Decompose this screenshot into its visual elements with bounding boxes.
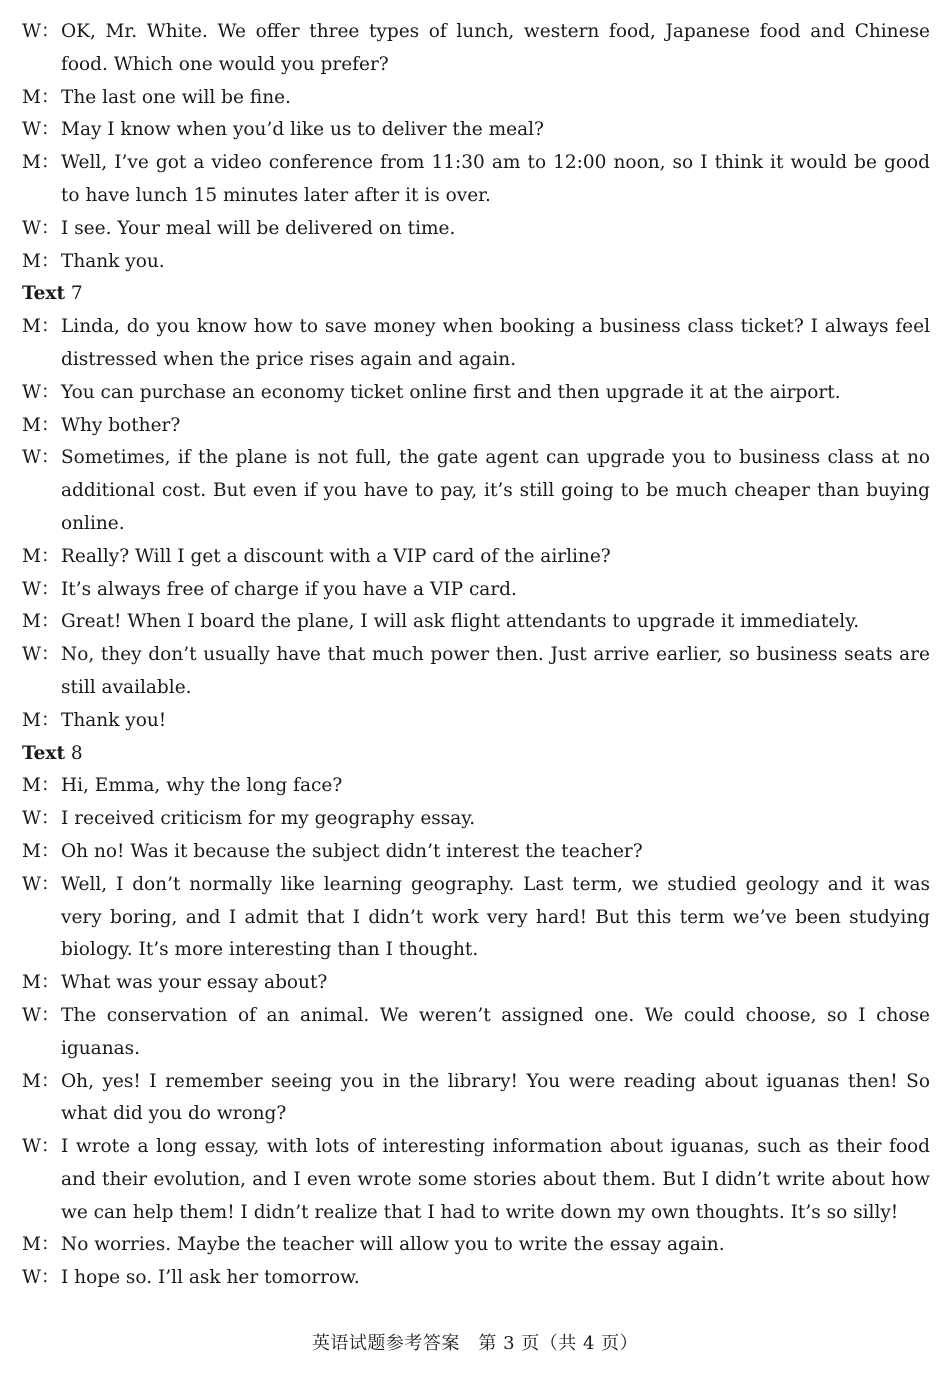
- dialogue-text: Why bother?: [61, 414, 181, 436]
- dialogue-text: OK, Mr. White. We offer three types of lunch, western food, Japanese food and Chinese food. Which one would you prefer?: [61, 21, 930, 75]
- dialogue-text: I received criticism for my geography essay.: [61, 808, 476, 830]
- dialogue-line: [22, 541, 930, 574]
- speaker-label: W：: [22, 873, 60, 895]
- dialogue-line: [22, 1262, 930, 1295]
- dialogue-text: No, they don’t usually have that much power then. Just arrive earlier, so business seats are still available.: [61, 644, 930, 698]
- speaker-label: M：: [22, 545, 60, 567]
- speaker-label: M：: [22, 972, 60, 994]
- dialogue-text: Well, I’ve got a video conference from 11:30 am to 12:00 noon, so I think it would be good to have lunch 15 minutes later after it is over.: [61, 152, 930, 206]
- speaker-label: M：: [22, 840, 60, 862]
- speaker-label: W：: [22, 21, 60, 42]
- speaker-label: M：: [22, 1070, 60, 1092]
- section-heading: [22, 278, 930, 311]
- section-heading-word: Text: [22, 283, 65, 305]
- dialogue-line: [22, 311, 930, 377]
- dialogue-line: [22, 410, 930, 443]
- speaker-label: W：: [22, 119, 60, 141]
- dialogue-text: Thank you!: [61, 709, 167, 731]
- dialogue-text: Oh no! Was it because the subject didn’t interest the teacher?: [61, 840, 643, 862]
- dialogue-line: [22, 246, 930, 279]
- dialogue-line: [22, 639, 930, 705]
- dialogue-line: [22, 869, 930, 967]
- section-heading-word: Text: [22, 742, 65, 764]
- speaker-label: M：: [22, 152, 60, 174]
- speaker-label: M：: [22, 1234, 60, 1256]
- speaker-label: W：: [22, 447, 60, 469]
- dialogue-text: Hi, Emma, why the long face?: [61, 775, 343, 797]
- dialogue-text: The last one will be fine.: [61, 86, 291, 108]
- speaker-label: M：: [22, 414, 60, 436]
- dialogue-text: Thank you.: [61, 250, 165, 272]
- speaker-label: M：: [22, 316, 60, 338]
- dialogue-text: Sometimes, if the plane is not full, the gate agent can upgrade you to business class at no additional cost. But even if you have to pay, it’s still going to be much cheaper than buying online.: [61, 447, 930, 534]
- dialogue-text: It’s always free of charge if you have a VIP card.: [61, 578, 517, 600]
- dialogue-line: [22, 705, 930, 738]
- speaker-label: M：: [22, 709, 60, 731]
- dialogue-line: [22, 377, 930, 410]
- dialogue-line: [22, 442, 930, 540]
- dialogue-text: Linda, do you know how to save money when booking a business class ticket? I always feel distressed when the price rises again and again.: [61, 316, 930, 370]
- dialogue-text: The conservation of an animal. We weren’t assigned one. We could choose, so I chose iguanas.: [61, 1004, 930, 1059]
- dialogue-text: Well, I don’t normally like learning geography. Last term, we studied geology and it was very boring, and I admit that I didn’t work very hard! But this term we’ve been studying biology. It’s more interesting than I thought.: [61, 873, 930, 961]
- dialogue-text: Really? Will I get a discount with a VIP card of the airline?: [61, 545, 611, 567]
- speaker-label: W：: [22, 217, 60, 239]
- speaker-label: W：: [22, 1267, 60, 1289]
- page-footer: 英语试题参考答案 第 3 页（共 4 页）: [311, 1333, 639, 1354]
- dialogue-line: [22, 803, 930, 836]
- speaker-label: M：: [22, 775, 60, 797]
- dialogue-line: [22, 606, 930, 639]
- speaker-label: M：: [22, 86, 60, 108]
- speaker-label: M：: [22, 250, 60, 272]
- dialogue-text: What was your essay about?: [61, 972, 328, 994]
- speaker-label: W：: [22, 578, 60, 600]
- dialogue-text: May I know when you’d like us to deliver the meal?: [61, 119, 544, 141]
- dialogue-line: [22, 114, 930, 147]
- speaker-label: M：: [22, 611, 60, 633]
- dialogue-line: [22, 16, 930, 82]
- dialogue-text: I wrote a long essay, with lots of interesting information about iguanas, such as their food and their evolution, and I even wrote some stories about them. But I didn’t write about how we can help them! I didn’t realize that I had to write down my own thoughts. It’s so silly!: [61, 1136, 930, 1223]
- speaker-label: W：: [22, 381, 60, 403]
- section-heading-number: 7: [70, 283, 83, 305]
- dialogue-line: [22, 82, 930, 115]
- dialogue-text: I hope so. I’ll ask her tomorrow.: [61, 1267, 360, 1289]
- dialogue-line: [22, 1229, 930, 1262]
- speaker-label: W：: [22, 808, 60, 830]
- section-heading-number: 8: [70, 742, 83, 764]
- section-heading: [22, 738, 930, 771]
- dialogue-text: Great! When I board the plane, I will ask flight attendants to upgrade it immediately.: [61, 611, 860, 633]
- dialogue-line: [22, 1131, 930, 1229]
- dialogue-line: [22, 836, 930, 869]
- dialogue-line: [22, 574, 930, 607]
- speaker-label: W：: [22, 1136, 60, 1158]
- dialogue-line: [22, 967, 930, 1000]
- speaker-label: W：: [22, 1004, 60, 1026]
- dialogue-line: [22, 213, 930, 246]
- dialogue-line: [22, 1066, 930, 1132]
- dialogue-line: [22, 770, 930, 803]
- dialogue-text: Oh, yes! I remember seeing you in the library! You were reading about iguanas then! So what did you do wrong?: [61, 1070, 930, 1125]
- dialogue-line: [22, 1000, 930, 1066]
- dialogue-text: I see. Your meal will be delivered on time.: [61, 217, 456, 239]
- dialogue-line: [22, 147, 930, 213]
- transcript-body: [22, 16, 930, 1295]
- dialogue-text: No worries. Maybe the teacher will allow you to write the essay again.: [61, 1234, 725, 1256]
- speaker-label: W：: [22, 644, 60, 666]
- dialogue-text: You can purchase an economy ticket online first and then upgrade it at the airport.: [61, 381, 841, 403]
